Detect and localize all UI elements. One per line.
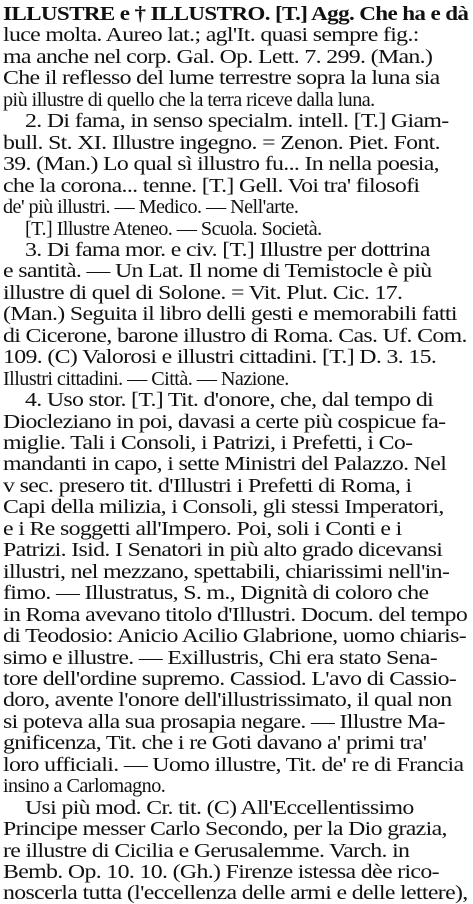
- entry-line: fimo. — Illustratus, S. m., Dignità di coloro che: [3, 582, 429, 605]
- entry-line: [T.] Illustre Ateneo. — Scuola. Società.: [25, 217, 322, 240]
- entry-line: di Cicerone, barone illustro di Roma. Cas. Uf. Com.: [3, 324, 467, 347]
- entry-line: insino a Carlomagno.: [3, 775, 166, 798]
- entry-line: 39. (Man.) Lo qual sì illustro fu... In nella poesia,: [3, 153, 439, 176]
- entry-line: Bemb. Op. 10. 10. (Gh.) Firenze istessa dèe rico-: [3, 861, 439, 883]
- entry-line: re illustre di Cicilia e Gerusalemme. Varch. in: [3, 839, 410, 862]
- entry-line: in Roma avevano titolo d'Illustri. Docum. del tempo: [3, 603, 468, 626]
- entry-line: Principe messer Carlo Secondo, per la Dio grazia,: [3, 818, 447, 841]
- entry-line: e santità. — Un Lat. Il nome di Temistocle è più: [3, 260, 432, 283]
- entry-line: mandanti in capo, i sette Ministri del Palazzo. Nel: [3, 453, 447, 476]
- entry-line: e i Re soggetti all'Impero. Poi, soli i Conti e i: [3, 517, 402, 540]
- entry-line: v sec. presero tit. d'Illustri i Prefetti di Roma, i: [3, 474, 412, 497]
- entry-line: doro, avente l'onore dell'illustrissimato, il qual non: [3, 689, 452, 712]
- entry-line: si poteva alla sua prosapia negare. — Illustre Ma-: [3, 710, 445, 733]
- entry-line: 4. Uso stor. [T.] Tit. d'onore, che, dal tempo di: [25, 389, 434, 412]
- entry-line: 109. (C) Valorosi e illustri cittadini. [T.] D. 3. 15.: [3, 346, 437, 369]
- entry-line: che la corona... tenne. [T.] Gell. Voi tra' filosofi: [3, 174, 420, 197]
- entry-line: miglie. Tali i Consoli, i Patrizi, i Prefetti, i Co-: [3, 432, 413, 454]
- entry-line: illustre di quel di Solone. = Vit. Plut. Cic. 17.: [3, 281, 403, 304]
- entry-line: 3. Di fama mor. e civ. [T.] Illustre per dottrina: [25, 238, 430, 261]
- entry-line: Che il reflesso del lume terrestre sopra la luna sia: [3, 67, 440, 90]
- entry-line: gnificenza, Tit. che i re Goti davano a' primi tra': [3, 732, 427, 755]
- entry-line: Usi più mod. Cr. tit. (C) All'Eccellentissimo: [25, 796, 414, 819]
- entry-line: Illustri cittadini. — Città. — Nazione.: [3, 367, 289, 390]
- entry-line: de' più illustri. — Medico. — Nell'arte.: [3, 196, 299, 219]
- entry-line: 2. Di fama, in senso specialm. intell. [T.] Giam-: [25, 110, 449, 133]
- entry-line: di Teodosio: Anicio Acilio Glabrione, uomo chiaris-: [3, 625, 466, 648]
- headword-line: ILLUSTRE e † ILLUSTRO. [T.] Agg. Che ha e dà: [3, 3, 469, 25]
- entry-line: tore dell'ordine supremo. Cassiod. L'avo di Cassio-: [3, 667, 457, 690]
- entry-line: bull. St. XI. Illustre ingegno. = Zenon. Piet. Font.: [3, 131, 440, 154]
- entry-line: Patrizi. Isid. I Senatori in più alto grado dicevansi: [3, 539, 443, 562]
- entry-line: loro ufficiali. — Uomo illustre, Tit. de' re di Francia: [3, 753, 464, 776]
- entry-line: luce molta. Aureo lat.; agl'It. quasi sempre fig.:: [3, 24, 419, 47]
- entry-line: simo e illustre. — Exillustris, Chi era stato Sena-: [3, 646, 438, 669]
- entry-line: più illustre di quello che la terra riceve dalla luna.: [3, 88, 375, 111]
- entry-line: illustri, nel mezzano, spettabili, chiarissimi nell'in-: [3, 560, 450, 583]
- entry-line: Diocleziano in poi, davasi a certe più cospicue fa-: [3, 410, 446, 433]
- entry-line: (Man.) Seguita il libro delli gesti e memorabili fatti: [3, 303, 457, 326]
- entry-line: ma anche nel corp. Gal. Op. Lett. 7. 299. (Man.): [3, 45, 433, 68]
- entry-line: noscerla tutta (l'eccellenza delle armi e delle lettere),: [3, 882, 468, 904]
- entry-line: Capi della milizia, i Consoli, gli stessi Imperatori,: [3, 496, 444, 519]
